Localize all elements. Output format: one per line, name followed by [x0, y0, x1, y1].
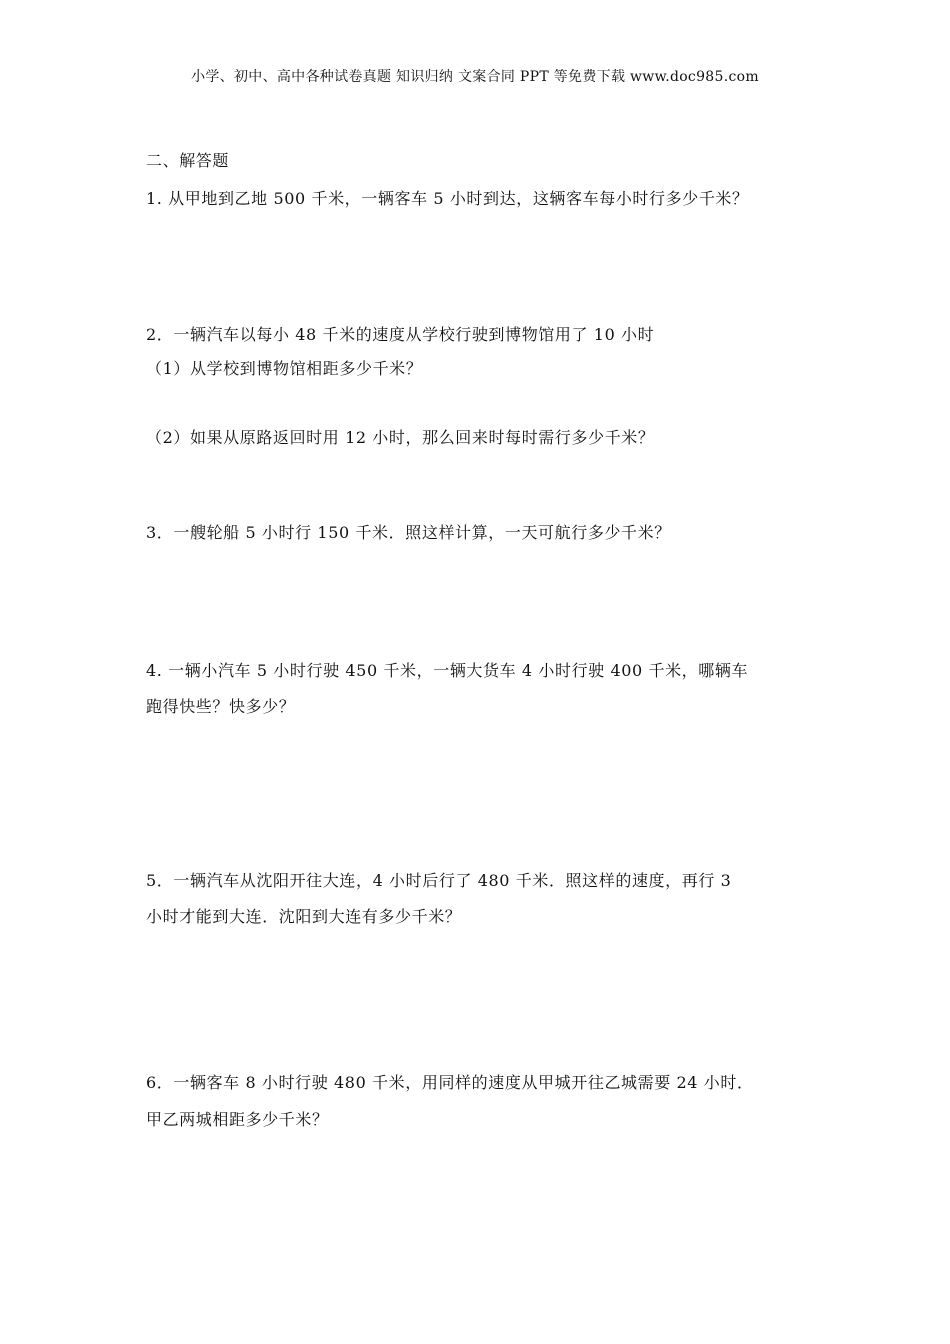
question-6-line-1: 6．一辆客车 8 小时行驶 480 千米，用同样的速度从甲城开往乙城需要 24 小时．	[146, 1073, 754, 1092]
question-5-line-1: 5．一辆汽车从沈阳开往大连，4 小时后行了 480 千米．照这样的速度，再行 3	[146, 871, 732, 890]
question-2-part-1: （1）从学校到博物馆相距多少千米？	[146, 359, 423, 378]
question-4-line-2: 跑得快些？快多少？	[146, 697, 296, 716]
question-2-part-2: （2）如果从原路返回时用 12 小时，那么回来时每时需行多少千米？	[146, 428, 655, 447]
question-3: 3．一艘轮船 5 小时行 150 千米．照这样计算，一天可航行多少千米？	[146, 523, 671, 542]
section-title: 二、解答题	[146, 151, 230, 170]
question-2: 2．一辆汽车以每小 48 千米的速度从学校行驶到博物馆用了 10 小时	[146, 325, 655, 344]
question-5-line-2: 小时才能到大连．沈阳到大连有多少千米？	[146, 907, 462, 926]
page-header: 小学、初中、高中各种试卷真题 知识归纳 文案合同 PPT 等免费下载 www.doc985.com	[191, 69, 759, 85]
question-1: 1. 从甲地到乙地 500 千米，一辆客车 5 小时到达，这辆客车每小时行多少千米？	[146, 189, 749, 208]
question-6-line-2: 甲乙两城相距多少千米？	[146, 1110, 329, 1129]
question-4-line-1: 4. 一辆小汽车 5 小时行驶 450 千米，一辆大货车 4 小时行驶 400 千米，哪辆车	[146, 661, 749, 680]
